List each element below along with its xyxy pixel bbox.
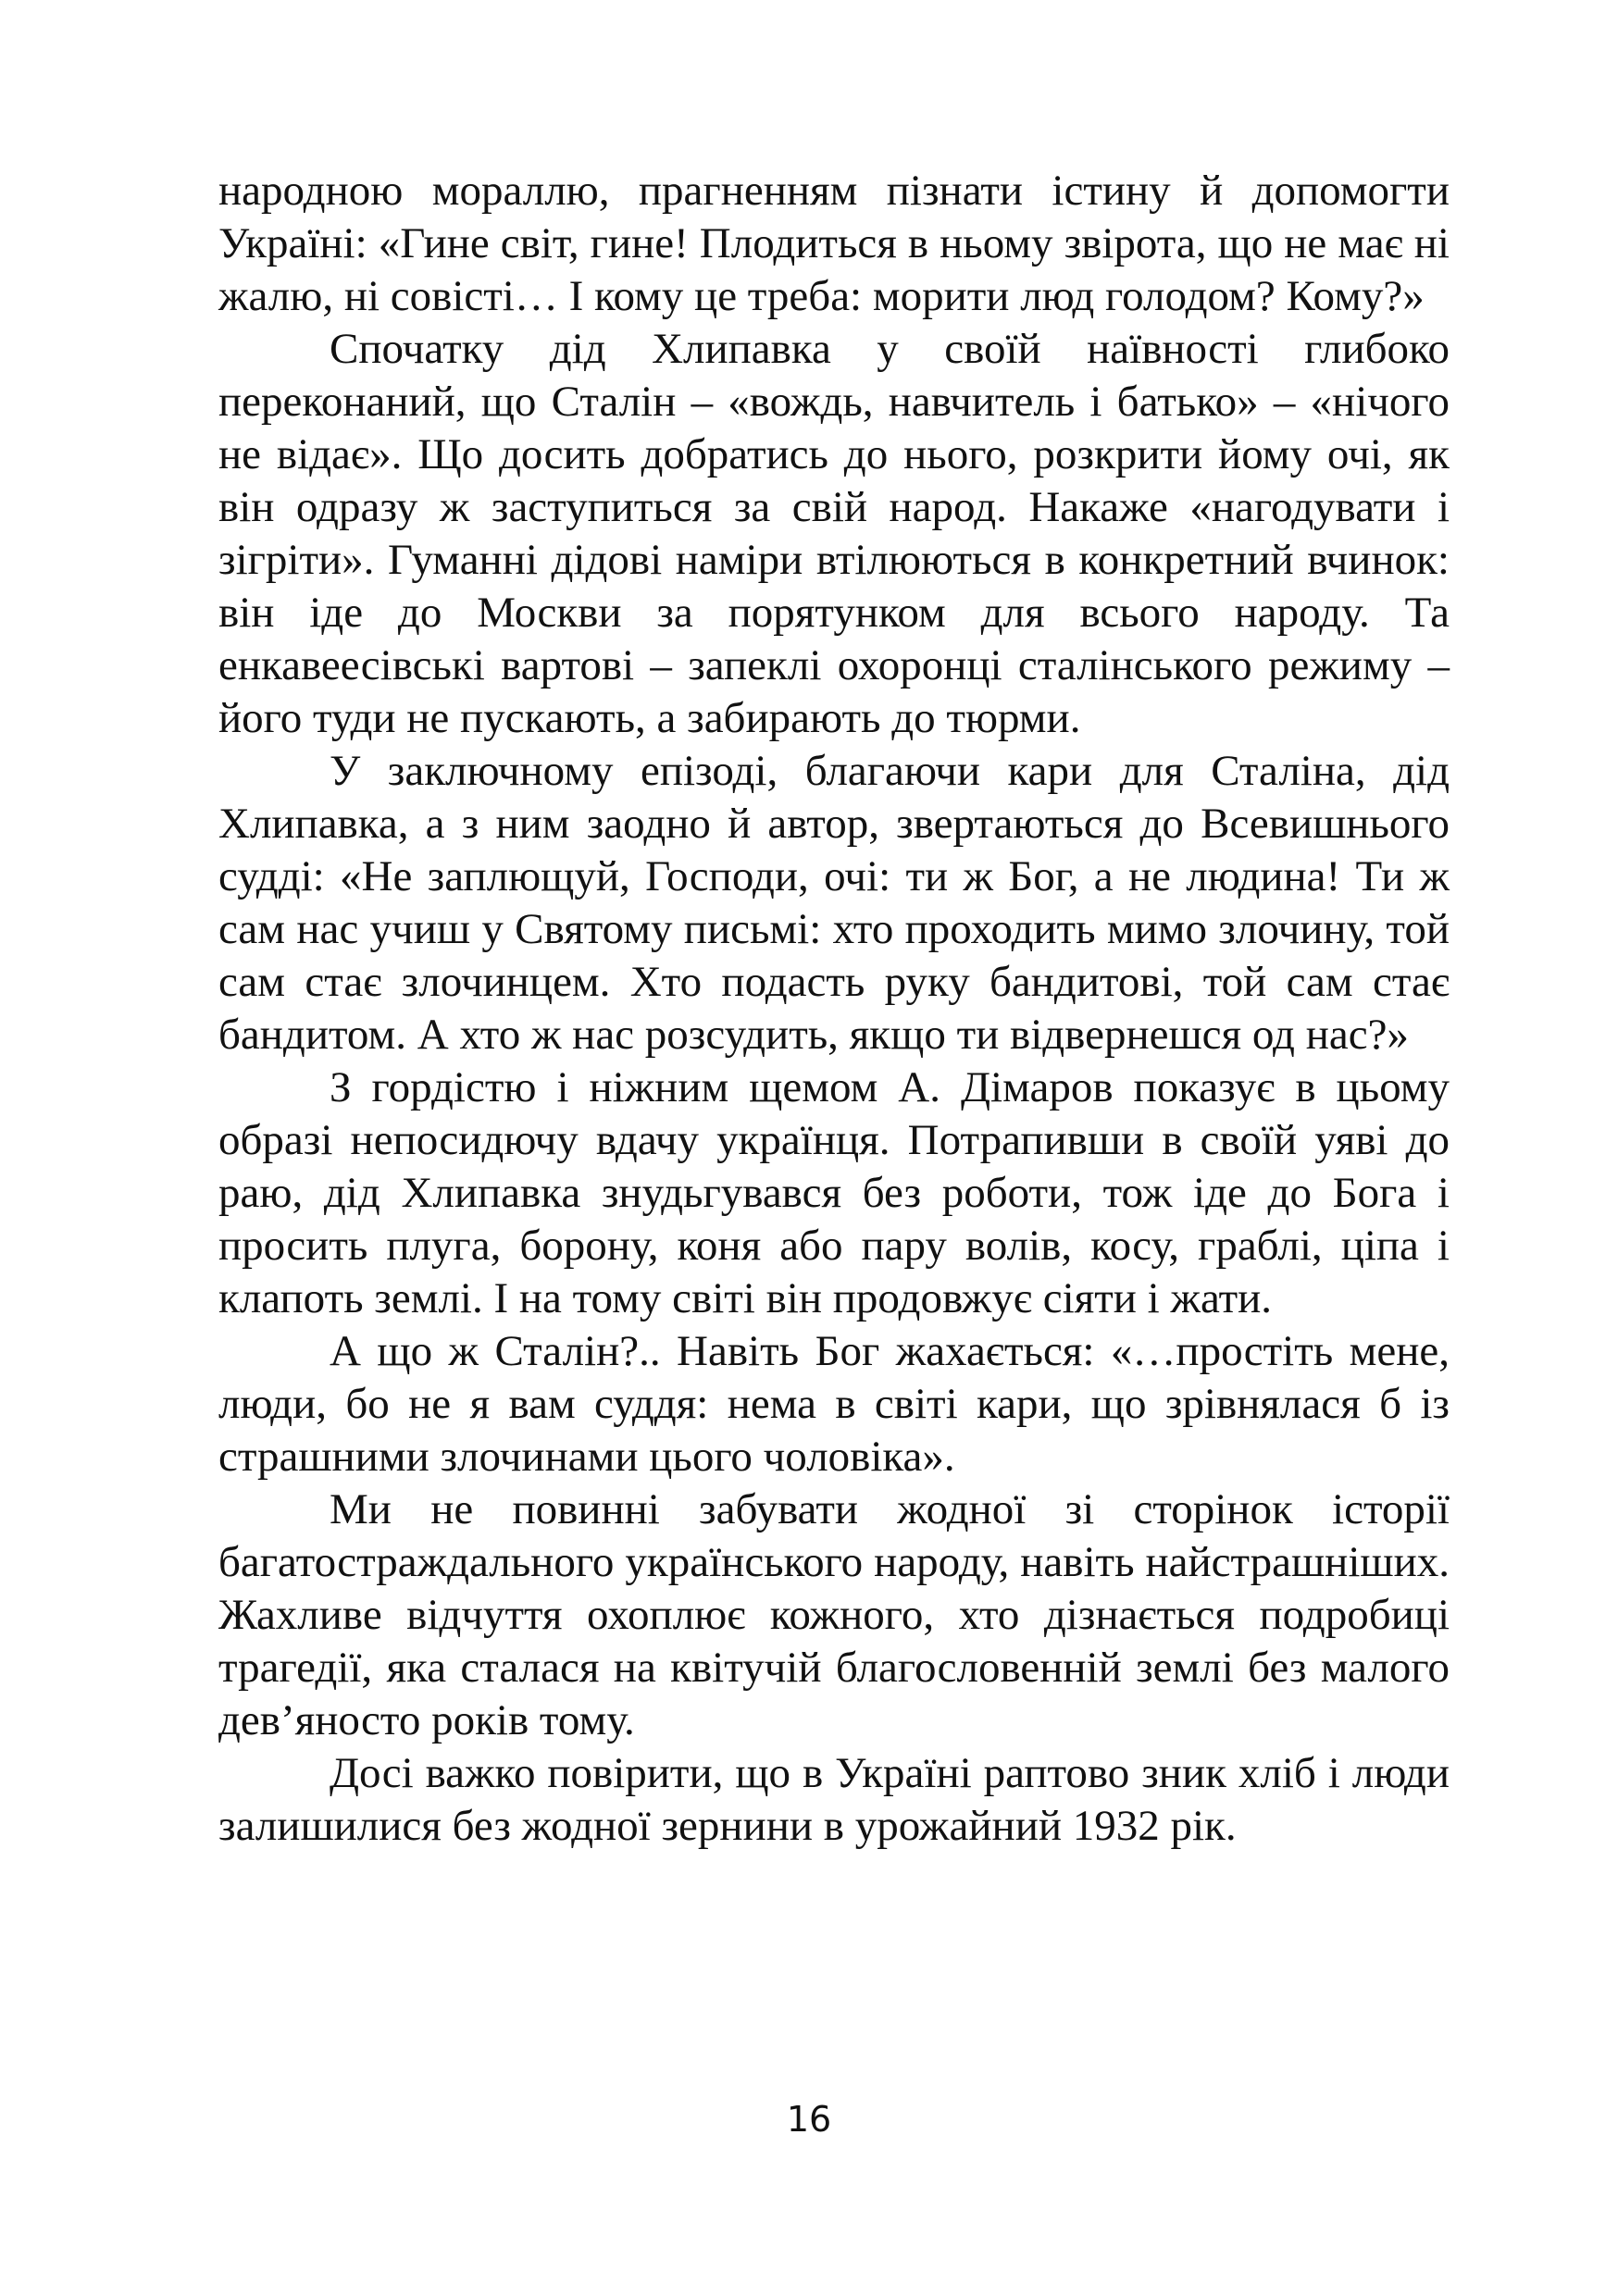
paragraph-1: народною мораллю, прагненням пізнати істину й допомогти Україні: «Гине світ, гине! Плодиться в ньому звірота, що не має ні жалю, ні совісті… І кому це треба: морити люд голодом? Кому?» <box>218 167 1450 320</box>
paragraph-6: Ми не повинні забувати жодної зі сторінок історії багатостраждального українського народу, навіть найстрашніших. Жахливе відчуття охоплює кожного, хто дізнається подробиці трагедії, яка сталася на квітучій благословенній землі без малого дев’яносто років тому. <box>218 1485 1450 1744</box>
paragraph-5: А що ж Сталін?.. Навіть Бог жахається: «…простіть мене, люди, бо не я вам суддя: нема в світі кари, що зрівнялася б із страшними злочинами цього чоловіка». <box>218 1327 1450 1481</box>
paragraph-4: З гордістю і ніжним щемом А. Дімаров показує в цьому образі непосидючу вдачу українця. Потрапивши в своїй уяві до раю, дід Хлипавка знудьгувався без роботи, тож іде до Бога і просить плуга, борону, коня або пару волів, косу, граблі, ціпа і клапоть землі. І на тому світі він продовжує сіяти і жати. <box>218 1063 1450 1322</box>
page-number: 16 <box>786 2099 832 2140</box>
paragraph-7: Досі важко повірити, що в Україні раптово зник хліб і люди залишилися без жодної зернини в урожайний 1932 рік. <box>218 1749 1450 1850</box>
body-text <box>218 165 1450 1853</box>
paragraph-2: Спочатку дід Хлипавка у своїй наївності глибоко переконаний, що Сталін – «вождь, навчитель і батько» – «нічого не відає». Що досить добратись до нього, розкрити йому очі, як він одразу ж заступиться за свій народ. Накаже «нагодувати і зігріти». Гуманні дідові наміри втілюються в конкретний вчинок: він іде до Москви за порятунком для всього народу. Та енкавеесівські вартові – запеклі охоронці сталінського режиму – його туди не пускають, а забирають до тюрми. <box>218 325 1450 742</box>
paragraph-3: У заключному епізоді, благаючи кари для Сталіна, дід Хлипавка, а з ним заодно й автор, звертаються до Всевишнього судді: «Не заплющуй, Господи, очі: ти ж Бог, а не людина! Ти ж сам нас учиш у Святому письмі: хто проходить мимо злочину, той сам стає злочинцем. Хто подасть руку бандитові, той сам стає бандитом. А хто ж нас розсудить, якщо ти відвернешся од нас?» <box>218 747 1450 1059</box>
